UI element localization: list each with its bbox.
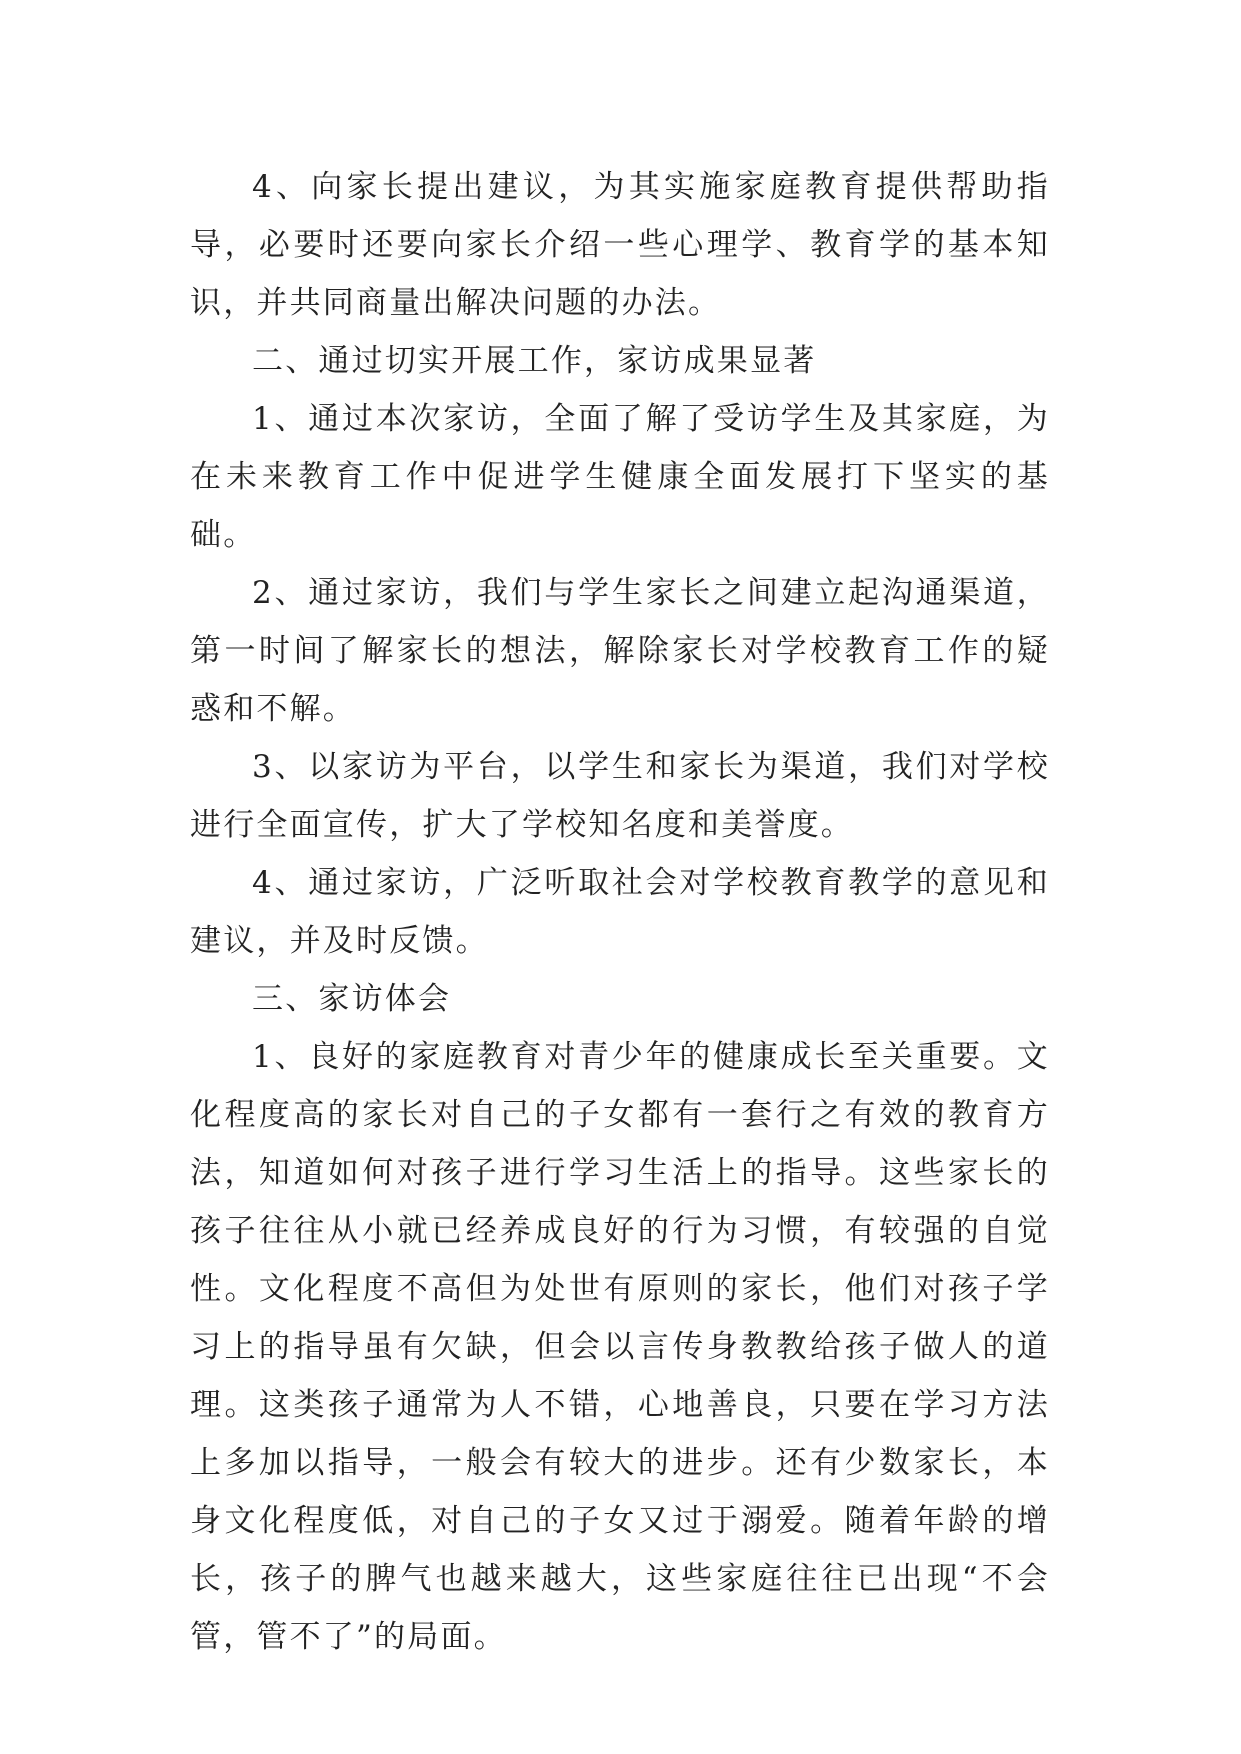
paragraph-result-2: 2、通过家访，我们与学生家长之间建立起沟通渠道，第一时间了解家长的想法，解除家长对学校教育工作的疑惑和不解。 bbox=[190, 575, 1050, 727]
paragraph-suggestions: 4、向家长提出建议，为其实施家庭教育提供帮助指导，必要时还要向家长介绍一些心理学、教育学的基本知识，并共同商量出解决问题的办法。 bbox=[190, 169, 1050, 321]
paragraph-result-1: 1、通过本次家访，全面了解了受访学生及其家庭，为在未来教育工作中促进学生健康全面发展打下坚实的基础。 bbox=[190, 401, 1050, 553]
paragraph-experience-1: 1、良好的家庭教育对青少年的健康成长至关重要。文化程度高的家长对自己的子女都有一套行之有效的教育方法，知道如何对孩子进行学习生活上的指导。这些家长的孩子往往从小就已经养成良好的行为习惯，有较强的自觉性。文化程度不高但为处世有原则的家长，他们对孩子学习上的指导虽有欠缺，但会以言传身教教给孩子做人的道理。这类孩子通常为人不错，心地善良，只要在学习方法上多加以指导，一般会有较大的进步。还有少数家长，本身文化程度低，对自己的子女又过于溺爱。随着年龄的增长，孩子的脾气也越来越大，这些家庭往往已出现“不会管，管不了”的局面。 bbox=[190, 1039, 1050, 1655]
paragraph-result-4: 4、通过家访，广泛听取社会对学校教育教学的意见和建议，并及时反馈。 bbox=[190, 865, 1050, 959]
section-heading-results: 二、通过切实开展工作，家访成果显著 bbox=[252, 343, 817, 379]
document-body bbox=[190, 158, 1050, 1666]
section-heading-experience: 三、家访体会 bbox=[252, 981, 452, 1017]
paragraph-result-3: 3、以家访为平台，以学生和家长为渠道，我们对学校进行全面宣传，扩大了学校知名度和美誉度。 bbox=[190, 749, 1050, 843]
